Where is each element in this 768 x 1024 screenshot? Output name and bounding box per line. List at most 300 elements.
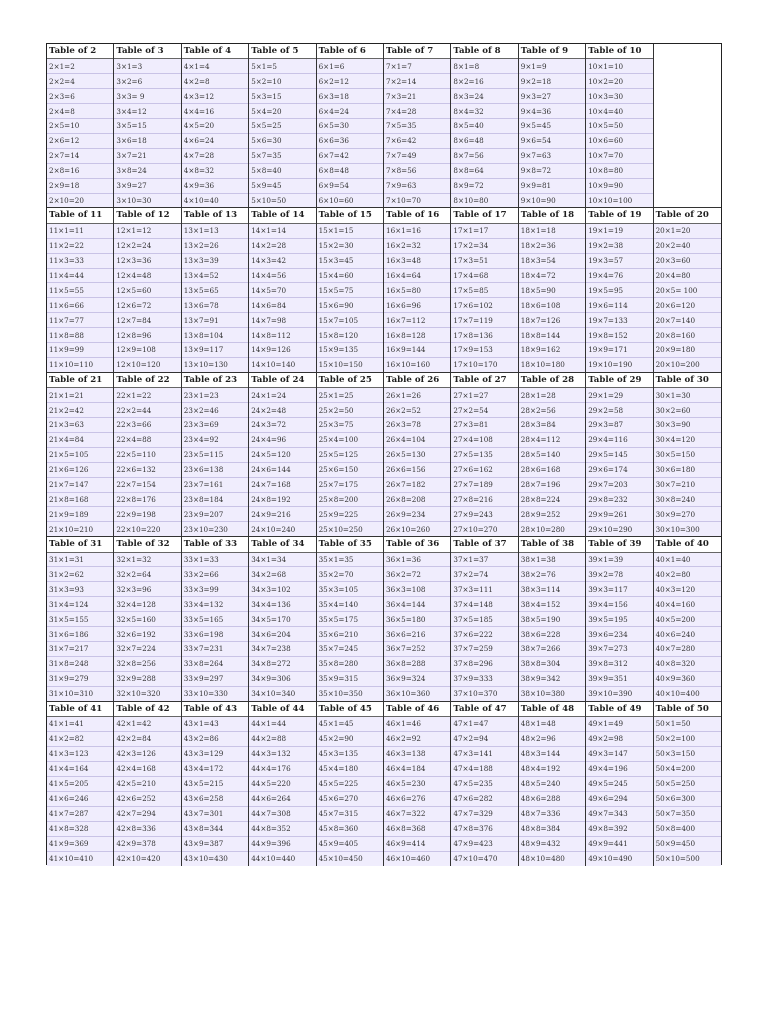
table-row: 13×3=39: [182, 254, 248, 269]
table-heading: Table of 24: [249, 373, 315, 388]
table-row: 16×10=160: [384, 358, 450, 372]
times-table-column: [182, 537, 249, 700]
table-row: 48×10=480: [519, 852, 585, 866]
table-row: 45×3=135: [317, 747, 383, 762]
table-heading: Table of 29: [586, 373, 652, 388]
table-row: 30×6=180: [654, 463, 721, 478]
table-row: 16×2=32: [384, 239, 450, 254]
table-row: 46×7=322: [384, 807, 450, 822]
table-heading: Table of 11: [47, 208, 113, 223]
table-row: 8×5=40: [451, 119, 517, 134]
table-row: 31×1=31: [47, 553, 113, 568]
table-row: 15×6=90: [317, 298, 383, 313]
table-row: 48×8=384: [519, 822, 585, 837]
table-row: 12×10=120: [114, 358, 180, 372]
table-row: 13×7=91: [182, 313, 248, 328]
table-row: 45×6=270: [317, 792, 383, 807]
table-row: 9×4=36: [519, 104, 585, 119]
table-row: 36×4=144: [384, 597, 450, 612]
table-heading: Table of 14: [249, 208, 315, 223]
table-row: 30×2=60: [654, 403, 721, 418]
table-row: 10×8=80: [586, 164, 652, 179]
table-row: 40×1=40: [654, 553, 721, 568]
table-row: 40×4=160: [654, 597, 721, 612]
table-row: 23×1=23: [182, 388, 248, 403]
table-row: 20×5= 100: [654, 283, 721, 298]
table-row: 2×5=10: [47, 119, 113, 134]
table-row: 19×2=38: [586, 239, 652, 254]
table-row: 17×3=51: [451, 254, 517, 269]
empty-column: [654, 44, 721, 207]
table-heading: Table of 25: [317, 373, 383, 388]
table-row: 37×10=370: [451, 687, 517, 701]
table-row: 22×9=198: [114, 507, 180, 522]
table-row: 39×3=117: [586, 582, 652, 597]
table-row: 28×10=280: [519, 522, 585, 536]
times-table-column: [317, 44, 384, 207]
table-row: [654, 179, 721, 194]
table-row: 29×10=290: [586, 522, 652, 536]
times-table-column: [384, 208, 451, 371]
table-heading: Table of 38: [519, 537, 585, 552]
table-row: [654, 194, 721, 208]
table-row: 44×7=308: [249, 807, 315, 822]
table-row: 6×9=54: [317, 179, 383, 194]
table-row: 32×4=128: [114, 597, 180, 612]
table-row: 50×9=450: [654, 837, 721, 852]
table-heading: Table of 22: [114, 373, 180, 388]
table-block: [47, 44, 721, 208]
table-row: 49×8=392: [586, 822, 652, 837]
table-row: 9×6=54: [519, 134, 585, 149]
table-row: 33×4=132: [182, 597, 248, 612]
table-row: 25×3=75: [317, 418, 383, 433]
table-row: 33×5=165: [182, 612, 248, 627]
table-row: 47×9=423: [451, 837, 517, 852]
table-row: 21×9=189: [47, 507, 113, 522]
table-row: 20×3=60: [654, 254, 721, 269]
table-heading: Table of 35: [317, 537, 383, 552]
times-table-column: [451, 373, 518, 536]
times-table-column: [586, 373, 653, 536]
table-row: 45×10=450: [317, 852, 383, 866]
table-row: 43×9=387: [182, 837, 248, 852]
table-row: 42×2=84: [114, 732, 180, 747]
table-heading: Table of 48: [519, 702, 585, 717]
table-row: 28×5=140: [519, 448, 585, 463]
table-heading: Table of 5: [249, 44, 315, 59]
table-row: 10×5=50: [586, 119, 652, 134]
table-row: 4×9=36: [182, 179, 248, 194]
table-row: 22×7=154: [114, 478, 180, 493]
table-row: 16×9=144: [384, 343, 450, 358]
times-table-column: [519, 208, 586, 371]
times-table-column: [249, 208, 316, 371]
table-row: 8×10=80: [451, 194, 517, 208]
table-heading: Table of 19: [586, 208, 652, 223]
table-row: 3×5=15: [114, 119, 180, 134]
times-table-column: [586, 44, 653, 207]
table-row: 11×2=22: [47, 239, 113, 254]
table-row: 40×7=280: [654, 642, 721, 657]
table-row: 2×2=4: [47, 74, 113, 89]
table-row: 24×3=72: [249, 418, 315, 433]
table-row: 7×2=14: [384, 74, 450, 89]
table-row: 46×3=138: [384, 747, 450, 762]
table-row: 18×3=54: [519, 254, 585, 269]
table-heading: Table of 34: [249, 537, 315, 552]
table-row: 20×1=20: [654, 224, 721, 239]
table-row: 38×9=342: [519, 672, 585, 687]
table-row: 29×1=29: [586, 388, 652, 403]
table-row: 27×3=81: [451, 418, 517, 433]
table-row: 27×5=135: [451, 448, 517, 463]
table-row: 29×9=261: [586, 507, 652, 522]
table-row: 7×4=28: [384, 104, 450, 119]
table-row: 35×10=350: [317, 687, 383, 701]
table-row: 25×4=100: [317, 433, 383, 448]
table-row: 8×2=16: [451, 74, 517, 89]
table-row: 16×4=64: [384, 269, 450, 284]
table-row: 21×10=210: [47, 522, 113, 536]
table-row: 19×10=190: [586, 358, 652, 372]
table-row: 28×4=112: [519, 433, 585, 448]
times-table-column: [654, 702, 721, 866]
table-heading: Table of 7: [384, 44, 450, 59]
table-row: 26×5=130: [384, 448, 450, 463]
table-row: [654, 149, 721, 164]
table-row: 44×2=88: [249, 732, 315, 747]
table-row: 37×5=185: [451, 612, 517, 627]
table-heading: Table of 27: [451, 373, 517, 388]
table-row: 32×7=224: [114, 642, 180, 657]
table-row: 5×3=15: [249, 89, 315, 104]
table-row: [654, 119, 721, 134]
table-row: 15×9=135: [317, 343, 383, 358]
table-row: 26×2=52: [384, 403, 450, 418]
table-row: [654, 59, 721, 74]
table-row: 20×7=140: [654, 313, 721, 328]
table-row: 36×6=216: [384, 627, 450, 642]
table-row: 36×9=324: [384, 672, 450, 687]
table-row: 49×1=49: [586, 717, 652, 732]
table-row: 14×5=70: [249, 283, 315, 298]
table-row: 43×1=43: [182, 717, 248, 732]
table-heading: Table of 46: [384, 702, 450, 717]
table-row: 9×7=63: [519, 149, 585, 164]
table-row: 47×6=282: [451, 792, 517, 807]
times-table-column: [451, 537, 518, 700]
table-row: 22×1=22: [114, 388, 180, 403]
table-row: 35×1=35: [317, 553, 383, 568]
table-row: 19×9=171: [586, 343, 652, 358]
table-row: 30×3=90: [654, 418, 721, 433]
table-row: 31×2=62: [47, 567, 113, 582]
table-row: 45×5=225: [317, 777, 383, 792]
table-row: 43×6=258: [182, 792, 248, 807]
table-row: 3×8=24: [114, 164, 180, 179]
table-row: 19×4=76: [586, 269, 652, 284]
table-row: 19×3=57: [586, 254, 652, 269]
table-row: 8×6=48: [451, 134, 517, 149]
times-table-column: [519, 373, 586, 536]
table-row: 26×3=78: [384, 418, 450, 433]
table-row: 31×6=186: [47, 627, 113, 642]
table-row: 42×9=378: [114, 837, 180, 852]
table-heading: Table of 50: [654, 702, 721, 717]
table-row: 6×7=42: [317, 149, 383, 164]
table-row: 38×6=228: [519, 627, 585, 642]
table-row: 32×10=320: [114, 687, 180, 701]
table-row: 25×7=175: [317, 478, 383, 493]
table-row: 38×5=190: [519, 612, 585, 627]
table-row: 3×3= 9: [114, 89, 180, 104]
table-row: 11×5=55: [47, 283, 113, 298]
table-heading: Table of 15: [317, 208, 383, 223]
table-row: 5×7=35: [249, 149, 315, 164]
table-row: 46×1=46: [384, 717, 450, 732]
table-row: 12×5=60: [114, 283, 180, 298]
table-row: 34×2=68: [249, 567, 315, 582]
table-row: 30×7=210: [654, 478, 721, 493]
table-row: 16×7=112: [384, 313, 450, 328]
table-heading: Table of 49: [586, 702, 652, 717]
table-row: 8×3=24: [451, 89, 517, 104]
table-row: 33×1=33: [182, 553, 248, 568]
times-table-column: [114, 44, 181, 207]
table-row: 5×4=20: [249, 104, 315, 119]
table-row: 36×3=108: [384, 582, 450, 597]
table-row: 19×5=95: [586, 283, 652, 298]
table-row: 13×8=104: [182, 328, 248, 343]
table-row: 20×9=180: [654, 343, 721, 358]
table-row: 27×9=243: [451, 507, 517, 522]
table-row: 21×3=63: [47, 418, 113, 433]
table-row: 31×10=310: [47, 687, 113, 701]
table-row: 47×3=141: [451, 747, 517, 762]
multiplication-tables-grid: [46, 43, 722, 865]
table-row: 29×2=58: [586, 403, 652, 418]
table-row: [654, 89, 721, 104]
table-row: 10×7=70: [586, 149, 652, 164]
table-row: 16×3=48: [384, 254, 450, 269]
table-heading: Table of 43: [182, 702, 248, 717]
table-row: 2×8=16: [47, 164, 113, 179]
table-row: 32×2=64: [114, 567, 180, 582]
times-table-column: [384, 702, 451, 866]
table-row: 9×3=27: [519, 89, 585, 104]
table-row: 9×1=9: [519, 59, 585, 74]
table-row: 2×3=6: [47, 89, 113, 104]
table-row: 42×8=336: [114, 822, 180, 837]
table-row: 20×10=200: [654, 358, 721, 372]
table-row: 19×8=152: [586, 328, 652, 343]
table-row: 12×1=12: [114, 224, 180, 239]
table-row: 44×9=396: [249, 837, 315, 852]
table-row: 49×10=490: [586, 852, 652, 866]
table-row: 35×4=140: [317, 597, 383, 612]
table-row: 27×7=189: [451, 478, 517, 493]
table-row: 25×2=50: [317, 403, 383, 418]
table-row: 29×8=232: [586, 493, 652, 508]
times-table-column: [519, 44, 586, 207]
table-row: 50×8=400: [654, 822, 721, 837]
table-row: 22×3=66: [114, 418, 180, 433]
table-row: 17×4=68: [451, 269, 517, 284]
times-table-column: [249, 44, 316, 207]
table-row: 39×1=39: [586, 553, 652, 568]
table-row: 24×9=216: [249, 507, 315, 522]
table-row: 29×6=174: [586, 463, 652, 478]
table-row: 25×5=125: [317, 448, 383, 463]
table-row: 40×9=360: [654, 672, 721, 687]
table-row: 35×2=70: [317, 567, 383, 582]
table-row: 30×10=300: [654, 522, 721, 536]
table-row: 37×6=222: [451, 627, 517, 642]
table-row: 25×9=225: [317, 507, 383, 522]
table-heading: Table of 12: [114, 208, 180, 223]
table-row: 21×7=147: [47, 478, 113, 493]
table-row: 22×10=220: [114, 522, 180, 536]
table-row: 8×9=72: [451, 179, 517, 194]
table-row: 40×8=320: [654, 657, 721, 672]
table-row: 3×7=21: [114, 149, 180, 164]
table-row: 17×6=102: [451, 298, 517, 313]
table-row: 25×10=250: [317, 522, 383, 536]
table-row: 43×3=129: [182, 747, 248, 762]
table-row: 16×5=80: [384, 283, 450, 298]
table-row: 23×4=92: [182, 433, 248, 448]
table-row: 11×8=88: [47, 328, 113, 343]
times-table-column: [317, 702, 384, 866]
table-row: 25×1=25: [317, 388, 383, 403]
table-row: 2×4=8: [47, 104, 113, 119]
table-row: 40×6=240: [654, 627, 721, 642]
table-row: 45×7=315: [317, 807, 383, 822]
table-heading: Table of 9: [519, 44, 585, 59]
table-row: 31×4=124: [47, 597, 113, 612]
table-row: 11×3=33: [47, 254, 113, 269]
table-row: 24×1=24: [249, 388, 315, 403]
table-row: 6×10=60: [317, 194, 383, 208]
table-row: 6×2=12: [317, 74, 383, 89]
table-heading: Table of 45: [317, 702, 383, 717]
table-row: 7×6=42: [384, 134, 450, 149]
table-row: 39×6=234: [586, 627, 652, 642]
table-row: 29×7=203: [586, 478, 652, 493]
table-row: 5×6=30: [249, 134, 315, 149]
table-heading: Table of 6: [317, 44, 383, 59]
times-table-column: [586, 702, 653, 866]
table-row: 36×10=360: [384, 687, 450, 701]
table-row: 34×1=34: [249, 553, 315, 568]
times-table-column: [114, 537, 181, 700]
table-row: 7×3=21: [384, 89, 450, 104]
table-row: 48×1=48: [519, 717, 585, 732]
table-row: 23×5=115: [182, 448, 248, 463]
table-row: 48×7=336: [519, 807, 585, 822]
table-row: 10×2=20: [586, 74, 652, 89]
table-row: 43×4=172: [182, 762, 248, 777]
table-row: 32×1=32: [114, 553, 180, 568]
table-row: 14×7=98: [249, 313, 315, 328]
table-row: 20×6=120: [654, 298, 721, 313]
table-row: 35×7=245: [317, 642, 383, 657]
table-row: 41×3=123: [47, 747, 113, 762]
table-row: 30×8=240: [654, 493, 721, 508]
table-row: 31×3=93: [47, 582, 113, 597]
table-row: 26×7=182: [384, 478, 450, 493]
table-row: 47×5=235: [451, 777, 517, 792]
table-row: 50×2=100: [654, 732, 721, 747]
table-row: 28×7=196: [519, 478, 585, 493]
table-row: 44×5=220: [249, 777, 315, 792]
table-row: 24×7=168: [249, 478, 315, 493]
table-row: 35×3=105: [317, 582, 383, 597]
table-heading: Table of 40: [654, 537, 721, 552]
times-table-column: [317, 373, 384, 536]
table-row: 34×7=238: [249, 642, 315, 657]
table-row: 48×3=144: [519, 747, 585, 762]
table-row: 29×3=87: [586, 418, 652, 433]
table-heading: Table of 36: [384, 537, 450, 552]
table-row: 28×9=252: [519, 507, 585, 522]
table-row: [654, 74, 721, 89]
table-row: 33×10=330: [182, 687, 248, 701]
table-row: 24×4=96: [249, 433, 315, 448]
table-row: 28×1=28: [519, 388, 585, 403]
table-row: 36×8=288: [384, 657, 450, 672]
table-row: 15×1=15: [317, 224, 383, 239]
table-heading: Table of 37: [451, 537, 517, 552]
table-row: 28×6=168: [519, 463, 585, 478]
table-row: 37×7=259: [451, 642, 517, 657]
table-row: 8×1=8: [451, 59, 517, 74]
table-row: 13×6=78: [182, 298, 248, 313]
times-table-column: [249, 373, 316, 536]
table-row: 49×4=196: [586, 762, 652, 777]
times-table-column: [317, 537, 384, 700]
table-row: 43×8=344: [182, 822, 248, 837]
table-block: [47, 208, 721, 372]
table-row: 6×1=6: [317, 59, 383, 74]
table-row: 12×9=108: [114, 343, 180, 358]
table-row: 19×7=133: [586, 313, 652, 328]
table-row: 5×8=40: [249, 164, 315, 179]
times-table-column: [47, 702, 114, 866]
table-row: 2×6=12: [47, 134, 113, 149]
table-row: [654, 134, 721, 149]
table-row: 39×5=195: [586, 612, 652, 627]
table-row: 14×4=56: [249, 269, 315, 284]
table-row: 12×8=96: [114, 328, 180, 343]
table-row: 5×5=25: [249, 119, 315, 134]
table-row: 32×5=160: [114, 612, 180, 627]
table-row: 39×4=156: [586, 597, 652, 612]
table-row: 15×7=105: [317, 313, 383, 328]
table-row: 30×5=150: [654, 448, 721, 463]
table-row: 40×3=120: [654, 582, 721, 597]
table-row: 9×5=45: [519, 119, 585, 134]
table-row: 47×10=470: [451, 852, 517, 866]
table-row: 26×9=234: [384, 507, 450, 522]
table-row: 33×9=297: [182, 672, 248, 687]
table-row: 20×2=40: [654, 239, 721, 254]
table-row: 12×2=24: [114, 239, 180, 254]
table-row: 27×10=270: [451, 522, 517, 536]
table-row: 46×4=184: [384, 762, 450, 777]
table-row: 26×4=104: [384, 433, 450, 448]
